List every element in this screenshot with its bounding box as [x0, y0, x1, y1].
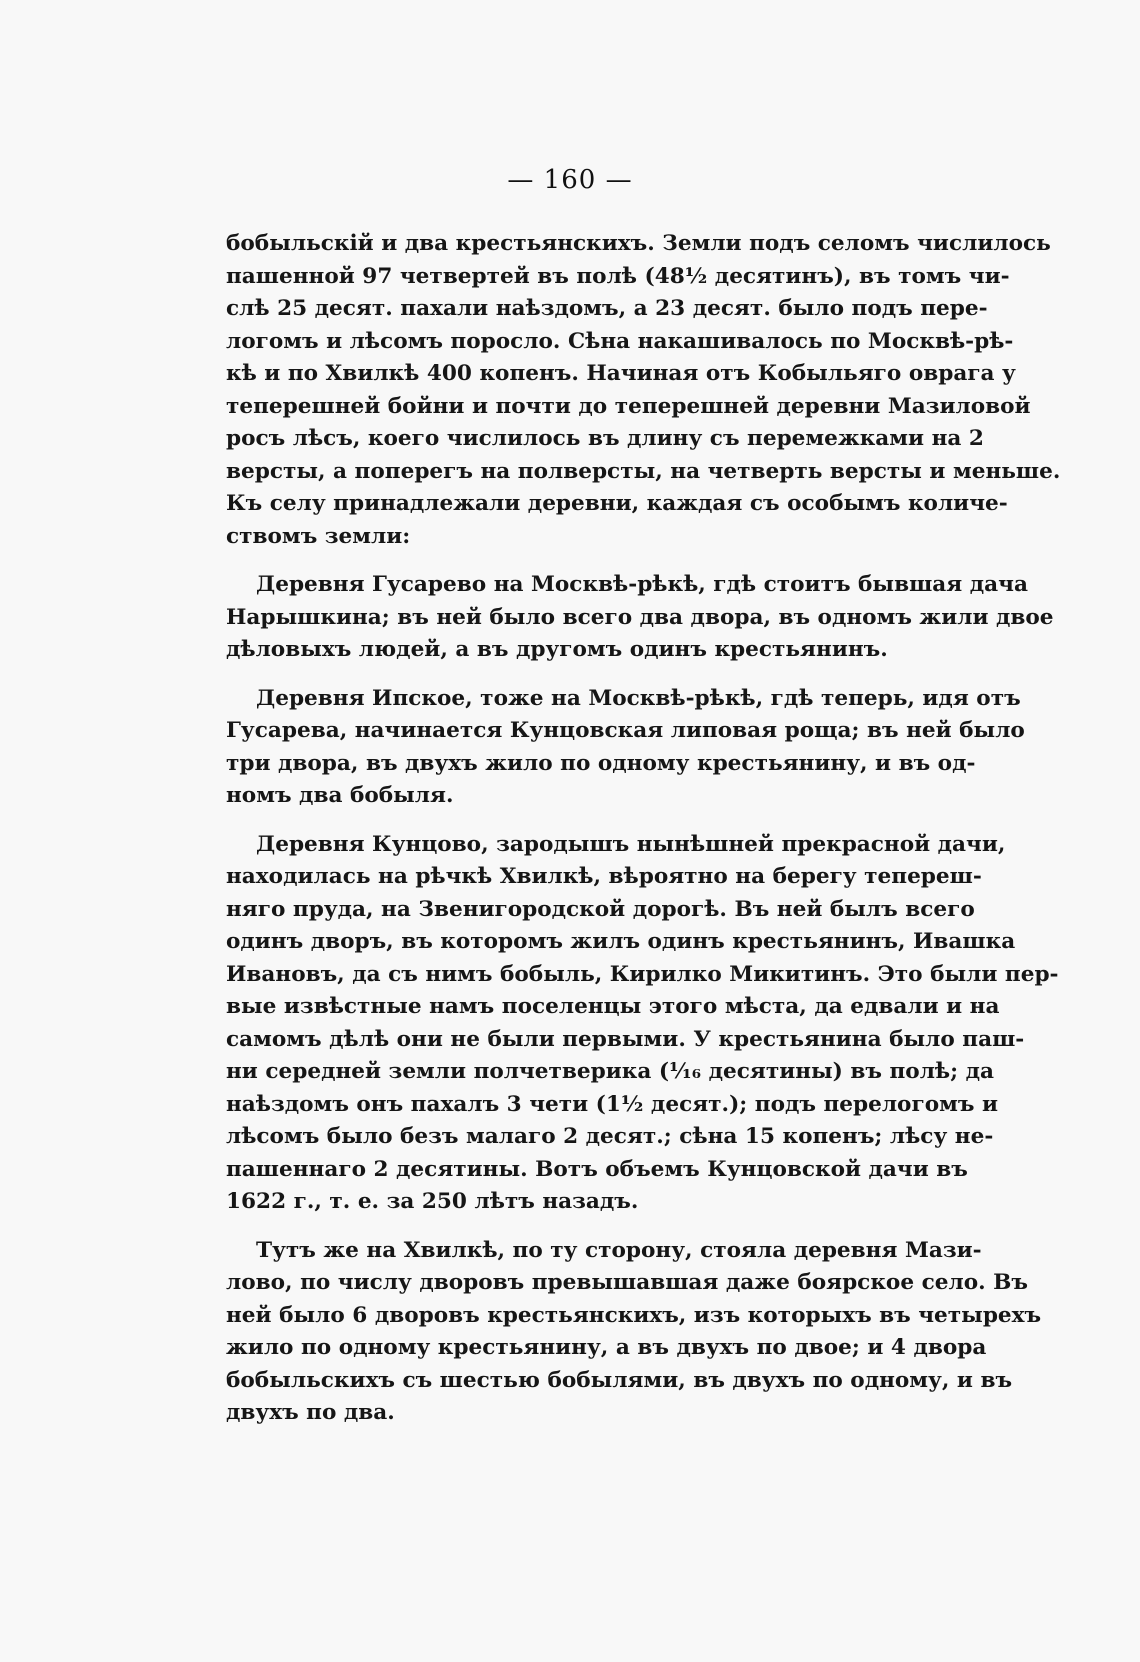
text-line: дѣловыхъ людей, а въ другомъ одинъ крестьянинъ. [226, 637, 888, 662]
paragraph [226, 569, 1054, 667]
text-line: няго пруда, на Звенигородской дорогѣ. Въ ней былъ всего [226, 896, 975, 922]
text-line: Деревня Кунцово, зародышъ нынѣшней прекрасной дачи, [256, 831, 1006, 857]
text-line: теперешней бойни и почти до теперешней деревни Мазиловой [226, 393, 1031, 419]
text-line: наѣздомъ онъ пахалъ 3 чети (1½ десят.); подъ перелогомъ и [226, 1091, 998, 1117]
text-line: жило по одному крестьянину, а въ двухъ по двое; и 4 двора [226, 1335, 987, 1360]
text-line: пашенной 97 четвертей въ полѣ (48½ десятинъ), въ томъ чи- [226, 263, 1010, 289]
text-line: кѣ и по Хвилкѣ 400 копенъ. Начиная отъ Кобыльяго оврага у [226, 361, 1016, 386]
text-line: логомъ и лѣсомъ поросло. Сѣна накашивалось по Москвѣ-рѣ- [226, 328, 1014, 354]
text-line: Деревня Ипское, тоже на Москвѣ-рѣкѣ, гдѣ теперь, идя отъ [256, 685, 1021, 711]
text-line: Нарышкина; въ ней было всего два двора, въ одномъ жили двое [226, 604, 1054, 630]
text-line: росъ лѣсъ, коего числилось въ длину съ перемежками на 2 [226, 426, 984, 451]
page-number: — 160 — [507, 165, 633, 195]
text-line: Гусарева, начинается Кунцовская липовая роща; въ ней было [226, 718, 1025, 743]
text-line: Ивановъ, да съ нимъ бобыль, Кирилко Микитинъ. Это были пер- [226, 961, 1059, 987]
text-line: находилась на рѣчкѣ Хвилкѣ, вѣроятно на берегу теперeш- [226, 864, 982, 889]
text-line: двухъ по два. [226, 1400, 395, 1425]
text-line: бобыльскій и два крестьянскихъ. Земли подъ селомъ числилось [226, 231, 1051, 256]
paragraph [226, 228, 1061, 553]
text-line: версты, а поперегъ на полверсты, на четверть версты и меньше. [226, 458, 1061, 484]
text-line: 1622 г., т. е. за 250 лѣтъ назадъ. [226, 1189, 639, 1214]
text-line: вые извѣстные намъ поселенцы этого мѣста, да едвали и на [226, 994, 1000, 1019]
text-line: Деревня Гусарево на Москвѣ-рѣкѣ, гдѣ стоитъ бывшая дача [256, 572, 1028, 597]
text-line: самомъ дѣлѣ они не были первыми. У крестьянина было паш- [226, 1026, 1025, 1052]
paragraph [226, 1235, 1042, 1430]
text-line: ней было 6 дворовъ крестьянскихъ, изъ которыхъ въ четырехъ [226, 1302, 1042, 1328]
text-line: три двора, въ двухъ жило по одному крестьянину, и въ од- [226, 750, 976, 776]
text-line: Тутъ же на Хвилкѣ, по ту сторону, стояла деревня Мази- [256, 1237, 982, 1263]
text-line: лово, по числу дворовъ превышавшая даже боярское село. Въ [226, 1270, 1028, 1295]
text-line: пашеннаго 2 десятины. Вотъ объемъ Кунцовской дачи въ [226, 1156, 968, 1182]
paragraph [226, 683, 1025, 813]
text-line: ни середней земли полчетверика (¹⁄₁₆ десятины) въ полѣ; да [226, 1059, 994, 1084]
text-line: лѣсомъ было безъ малаго 2 десят.; сѣна 15 копенъ; лѣсу не- [226, 1124, 994, 1149]
text-line: слѣ 25 десят. пахали наѣздомъ, а 23 десят. было подъ пере- [226, 296, 988, 321]
paragraph [226, 829, 1059, 1219]
text-line: бобыльскихъ съ шестью бобылями, въ двухъ по одному, и въ [226, 1367, 1013, 1393]
text-line: Къ селу принадлежали деревни, каждая съ особымъ количе- [226, 491, 1008, 516]
body-text [226, 228, 1061, 1430]
text-line: ствомъ земли: [226, 523, 411, 549]
text-line: одинъ дворъ, въ которомъ жилъ одинъ крестьянинъ, Ивашка [226, 929, 1016, 954]
text-line: номъ два бобыля. [226, 783, 454, 808]
